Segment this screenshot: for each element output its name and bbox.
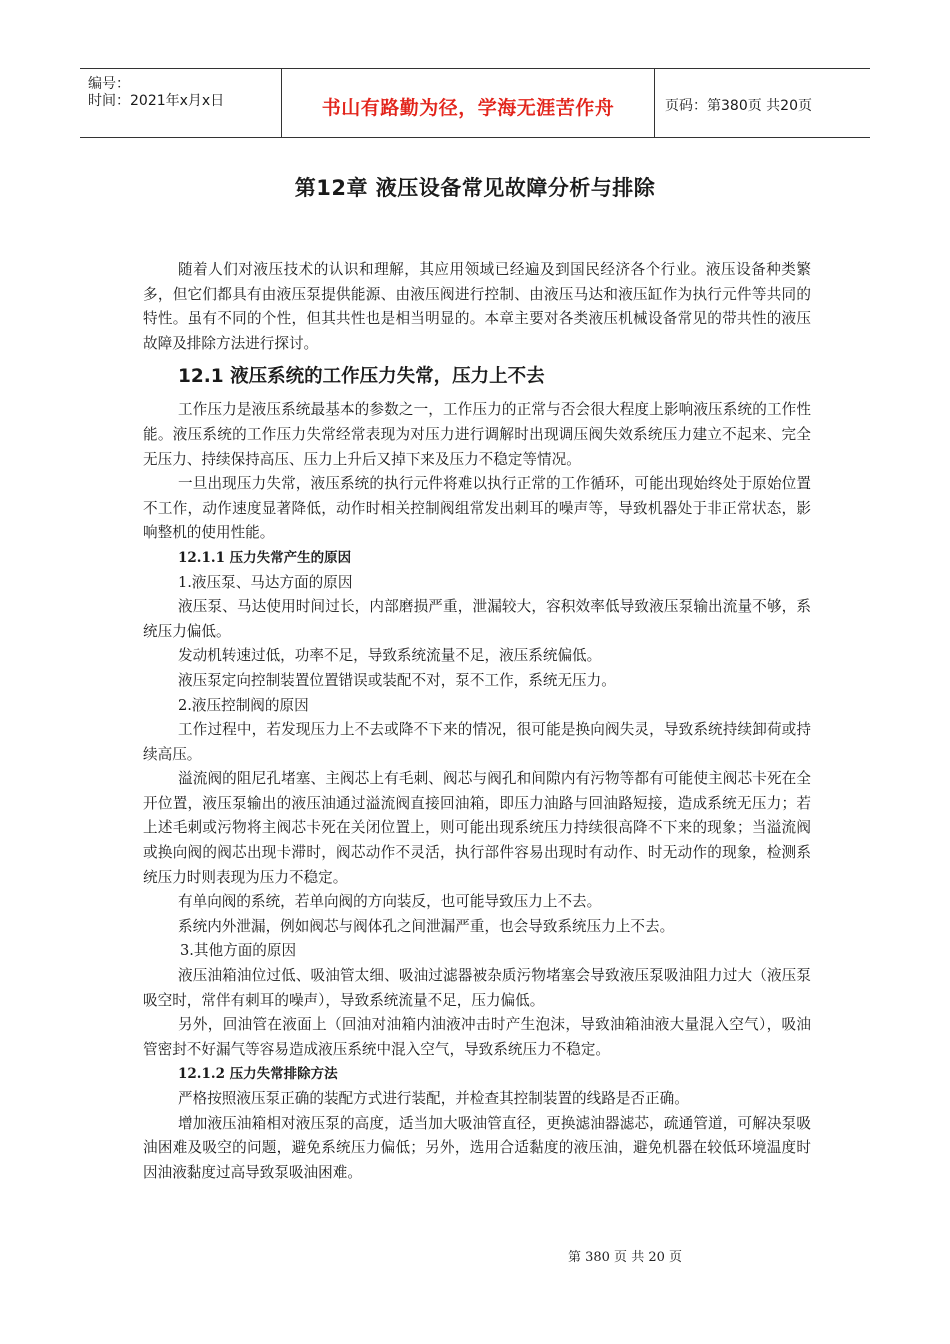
header-motto-cell (282, 69, 655, 137)
header-page-cell (655, 69, 870, 137)
paragraph: 液压油箱油位过低、吸油管太细、吸油过滤器被杂质污物堵塞会导致液压泵吸油阻力过大（液压泵吸空时，常伴有刺耳的噪声），导致系统流量不足，压力偏低。 (143, 967, 811, 1009)
paragraph: 液压泵定向控制装置位置错误或装配不对，泵不工作，系统无压力。 (178, 671, 616, 689)
paragraph: 有单向阀的系统，若单向阀的方向装反，也可能导致压力上不去。 (178, 893, 602, 911)
paragraph: 工作压力是液压系统最基本的参数之一，工作压力的正常与否会很大程度上影响液压系统的工作性能。液压系统的工作压力失常经常表现为对压力进行调解时出现调压阀失效系统压力建立不起来、完全无压力、持续保持高压、压力上升后又掉下来及压力不稳定等情况。 (143, 401, 811, 468)
number-label: 编号： (88, 76, 130, 92)
chapter-title: 第12章 液压设备常见故障分析与排除 (294, 176, 656, 200)
section-heading-12-1: 12.1 液压系统的工作压力失常，压力上不去 (178, 366, 545, 388)
paragraph: 一旦出现压力失常，液压系统的执行元件将难以执行正常的工作循环，可能出现始终处于原始位置不工作，动作速度显著降低，动作时相关控制阀组常发出刺耳的噪声等，导致机器处于非正常状态，影响整机的使用性能。 (143, 475, 811, 542)
paragraph: 增加液压油箱相对液压泵的高度，适当加大吸油管直径，更换滤油器滤芯，疏通管道，可解决泵吸油困难及吸空的问题，避免系统压力偏低；另外，选用合适黏度的液压油，避免机器在较低环境温度时因油液黏度过高导致泵吸油困难。 (143, 1114, 811, 1181)
page-label: 页码：第380页 共20页 (665, 98, 812, 114)
paragraph: 溢流阀的阻尼孔堵塞、主阀芯上有毛刺、阀芯与阀孔和间隙内有污物等都有可能使主阀芯卡死在全开位置，液压泵输出的液压油通过溢流阀直接回油箱，即压力油路与回油路短接，造成系统无压力；若上述毛刺或污物将主阀芯卡死在关闭位置上，则可能出现系统压力持续很高降不下来的现象；当溢流阀或换向阀的阀芯出现卡滞时，阀芯动作不灵活，执行部件容易出现时有动作、时无动作的现象，检测系统压力时则表现为压力不稳定。 (143, 770, 811, 886)
subheading: 2.液压控制阀的原因 (178, 696, 309, 714)
page-footer: 第 380 页 共 20 页 (567, 1250, 683, 1265)
page-header (80, 68, 870, 138)
intro-paragraph: 随着人们对液压技术的认识和理解，其应用领域已经遍及到国民经济各个行业。液压设备种类繁多，但它们都具有由液压泵提供能源、由液压阀进行控制、由液压马达和液压缸作为执行元件等共同的特性。虽有不同的个性，但其共性也是相当明显的。本章主要对各类液压机械设备常见的带共性的液压故障及排除方法进行探讨。 (143, 261, 811, 352)
paragraph: 系统内外泄漏，例如阀芯与阀体孔之间泄漏严重，也会导致系统压力上不去。 (178, 917, 675, 935)
section-heading-12-1-1: 12.1.1 压力失常产生的原因 (178, 549, 352, 566)
motto: 书山有路勤为径，学海无涯苦作舟 (321, 97, 615, 119)
paragraph: 液压泵、马达使用时间过长，内部磨损严重，泄漏较大，容积效率低导致液压泵输出流量不够，系统压力偏低。 (143, 598, 811, 640)
time-label: 时间：2021年x月x日 (88, 93, 225, 109)
subheading: 3.其他方面的原因 (180, 942, 297, 960)
paragraph: 严格按照液压泵正确的装配方式进行装配，并检查其控制装置的线路是否正确。 (178, 1090, 689, 1107)
paragraph: 另外，回油管在液面上（回油对油箱内油液冲击时产生泡沫，导致油箱油液大量混入空气），吸油管密封不好漏气等容易造成液压系统中混入空气，导致系统压力不稳定。 (143, 1016, 811, 1058)
paragraph: 发动机转速过低，功率不足，导致系统流量不足，液压系统偏低。 (178, 647, 602, 665)
header-meta (80, 69, 282, 137)
paragraph: 工作过程中，若发现压力上不去或降不下来的情况，很可能是换向阀失灵，导致系统持续卸荷或持续高压。 (143, 721, 811, 763)
subheading: 1.液压泵、马达方面的原因 (178, 573, 353, 591)
section-heading-12-1-2: 12.1.2 压力失常排除方法 (178, 1066, 338, 1083)
document-body (143, 258, 811, 1185)
